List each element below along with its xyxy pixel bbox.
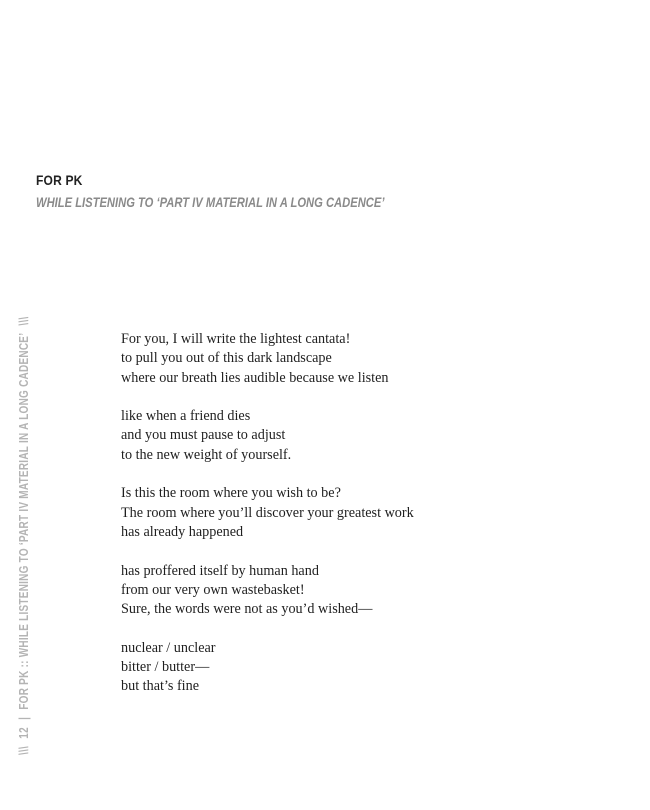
running-head-left-mark: \\\ [17, 745, 31, 755]
poem-line: has proffered itself by human hand [121, 562, 319, 579]
stanza-5 [121, 639, 541, 697]
stanza-2 [121, 407, 541, 465]
stanza-1 [121, 330, 541, 388]
stanza-4 [121, 562, 541, 620]
poem-title: FOR PK [36, 172, 83, 188]
poem-subtitle: WHILE LISTENING TO ‘PART IV MATERIAL IN A LONG CADENCE’ [36, 194, 385, 210]
poem-line: Sure, the words were not as you’d wished— [121, 601, 373, 618]
poem-line: The room where you’ll discover your greatest work [121, 504, 414, 521]
poem-line: where our breath lies audible because we listen [121, 369, 389, 386]
running-head [17, 275, 31, 755]
poem-line: bitter / butter— [121, 659, 210, 676]
running-head-content [17, 317, 31, 755]
poem-line: from our very own wastebasket! [121, 581, 305, 598]
poem-line: For you, I will write the lightest cantata! [121, 331, 351, 347]
stanza-3 [121, 484, 541, 542]
poem-line: to pull you out of this dark landscape [121, 350, 332, 367]
poem-line: to the new weight of yourself. [121, 446, 292, 463]
running-head-right-mark: \\\ [17, 316, 31, 326]
running-head-text: FOR PK :: WHILE LISTENING TO ‘PART IV MATERIAL IN A LONG CADENCE’ [17, 332, 31, 710]
poem-line: and you must pause to adjust [121, 427, 286, 444]
poem-line: Is this the room where you wish to be? [121, 485, 341, 502]
poem-body [121, 330, 541, 697]
poem-line: nuclear / unclear [121, 639, 216, 656]
running-head-divider: | [17, 716, 31, 720]
poem-line: like when a friend dies [121, 408, 251, 425]
poem-line: has already happened [121, 523, 244, 540]
page-number: 12 [17, 727, 31, 739]
poem-line: but that’s fine [121, 678, 200, 695]
